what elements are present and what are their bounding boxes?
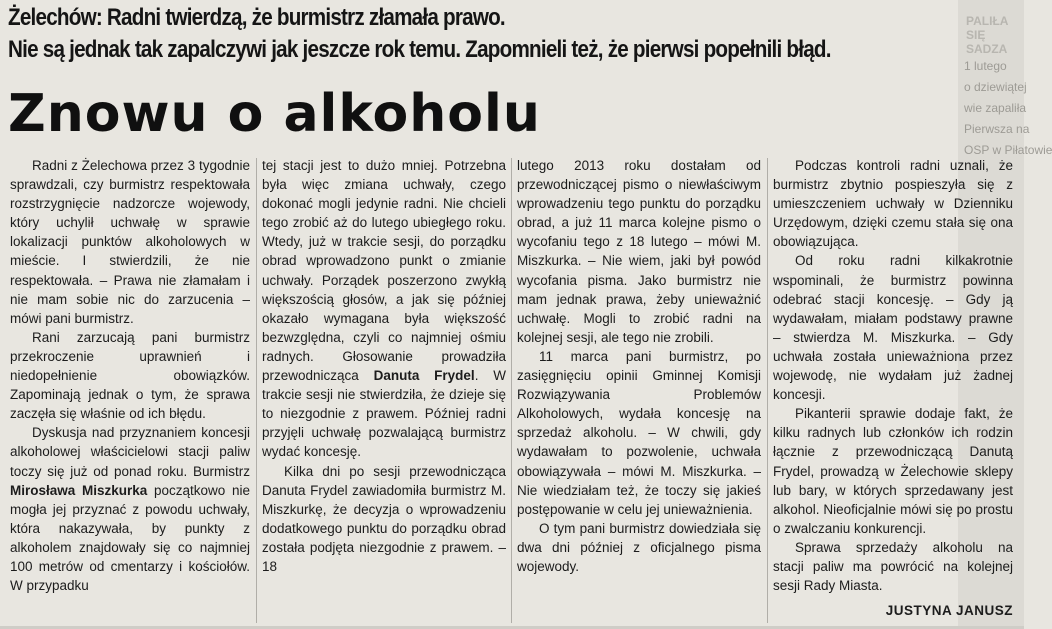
paragraph: Radni z Żelechowa przez 3 tygodnie sprawdzali, czy burmistrz respektowała rozstrzygnięcie nadzorcze wojewody, który uchylił uchwałę w sprawie lokalizacji punktów alkoholowych w mieście. I stwierdzili, że nie respektowała. – Prawa nie złamałam i nie mam sobie nic do zarzucenia – mówi pani burmistrz. (10, 158, 250, 326)
paragraph: Od roku radni kilkakrotnie wspominali, że burmistrz powinna odebrać stacji koncesję. – Gdy ją wydawałam, miałam podstawy prawne – stwierdza M. Miszkurka. – Gdy uchwała została unieważniona przez wojewodę, nie wydałam już żadnej koncesji. (773, 253, 1013, 403)
paragraph: lutego 2013 roku dostałam od przewodniczącej pismo o niewłaściwym wprowadzeniu tego punktu do porządku obrad, a już 11 marca kolejne pismo o wycofaniu tego z 18 lutego – mówi M. Miszkurka. – Nie wiem, jaki był powód wycofania pisma. Jako burmistrz nie mam jednak prawa, żeby unieważnić uchwałę. Mogli to zrobić radni na kolejnej sesji, ale tego nie zrobili. (517, 158, 761, 345)
lead-line-1: Żelechów: Radni twierdzą, że burmistrz złamała prawo. (8, 4, 505, 31)
author-byline: JUSTYNA JANUSZ (885, 603, 1013, 619)
article-column-1 (10, 156, 250, 595)
paragraph: Podczas kontroli radni uznali, że burmistrz zbytnio pospieszyła się z umieszczeniem uchwały w Dzienniku Urzędowym, dzięki czemu stała się ona obowiązująca. (773, 158, 1013, 250)
article-headline: Znowu o alkoholu (8, 84, 541, 144)
bleed-line: OSP w Piłatowie (964, 143, 1052, 157)
column-rule (256, 158, 257, 623)
bleed-line: o dziewiątej (964, 80, 1027, 94)
paragraph: Rani zarzucają pani burmistrz przekroczenie uprawnień i niedopełnienie obowiązków. Zapominają jednak o tym, że sprawa zaczęła się właśnie od ich błędu. (10, 329, 250, 422)
lead-line-2: Nie są jednak tak zapalczywi jak jeszcze rok temu. Zapomnieli też, że pierwsi popełnili błąd. (8, 36, 831, 63)
column-rule (767, 158, 768, 623)
paragraph: 11 marca pani burmistrz, po zasięgnięciu opinii Gminnej Komisji Rozwiązywania Problemów Alkoholowych, wydała koncesję na sprzedaż alkoholu. – W chwili, gdy wydawałam to pozwolenie, uchwała obowiązywała – mówi M. Miszkurka. – Nie wiedziałam też, że toczy się jakieś postępowanie w celu jej unieważnienia. (517, 348, 761, 517)
bleed-header: PALIŁA SIĘ SADZA (966, 14, 1008, 56)
article-column-4 (773, 156, 1013, 620)
article-lead (8, 2, 831, 66)
paragraph: Sprawa sprzedaży alkoholu na stacji paliw ma powrócić na kolejnej sesji Rady Miasta. (773, 539, 1013, 594)
paragraph: tej stacji jest to dużo mniej. Potrzebna była więc zmiana uchwały, czego dokonać mogli jedynie radni. Nie chcieli tego zrobić aż do lutego ubiegłego roku. Wtedy, już w trakcie sesji, do porządku obrad wprowadzono punkt o zmianie uchwały. Porządek poszerzono zwykłą większością głosów, a jak się później okazało wymagana była większość bezwzględna, czyli co najmniej ośmiu radnych. Głosowanie prowadziła przewodnicząca Danuta Frydel. W trakcie sesji nie stwierdziła, że dzieje się to niezgodnie z prawem. Później radni przyjęli uchwałę pozwalającą burmistrz wydać koncesję. (262, 158, 506, 460)
column-rule (511, 158, 512, 623)
article-column-2 (262, 156, 506, 576)
paragraph: Kilka dni po sesji przewodnicząca Danuta Frydel zawiadomiła burmistrz M. Miszkurkę, że decyzja o wprowadzeniu dodatkowego punktu do porządku obrad została podjęta niezgodnie z prawem. – 18 (262, 463, 506, 574)
paragraph: O tym pani burmistrz dowiedziała się dwa dni później z oficjalnego pisma wojewody. (517, 520, 761, 574)
article-column-3 (517, 156, 761, 576)
person-name: Mirosława Miszkurka (10, 482, 148, 498)
paragraph: Pikanterii sprawie dodaje fakt, że kilku radnych lub członków ich rodzin łącznie z przewodniczącą Danutą Frydel, prowadzą w Żelechowie sklepy lub bary, w których sprzedawany jest alkohol. Nieoficjalnie mówi się po prostu o zwalczaniu konkurencji. (773, 406, 1013, 536)
person-name: Danuta Frydel (373, 368, 475, 384)
bleed-line: wie zapaliła (964, 101, 1027, 115)
paragraph: Dyskusja nad przyznaniem koncesji alkoholowej właścicielowi stacji paliw toczy się już od ponad roku. Burmistrz Mirosława Miszkurka początkowo nie mogła jej przyznać z powodu uchwały, która nakazywała, by punkty z alkoholem znajdowały się co najmniej 100 metrów od cmentarzy i kościołów. W przypadku (10, 425, 250, 594)
bleed-line: Pierwsza na (964, 122, 1030, 136)
bleed-line: 1 lutego (964, 59, 1007, 73)
